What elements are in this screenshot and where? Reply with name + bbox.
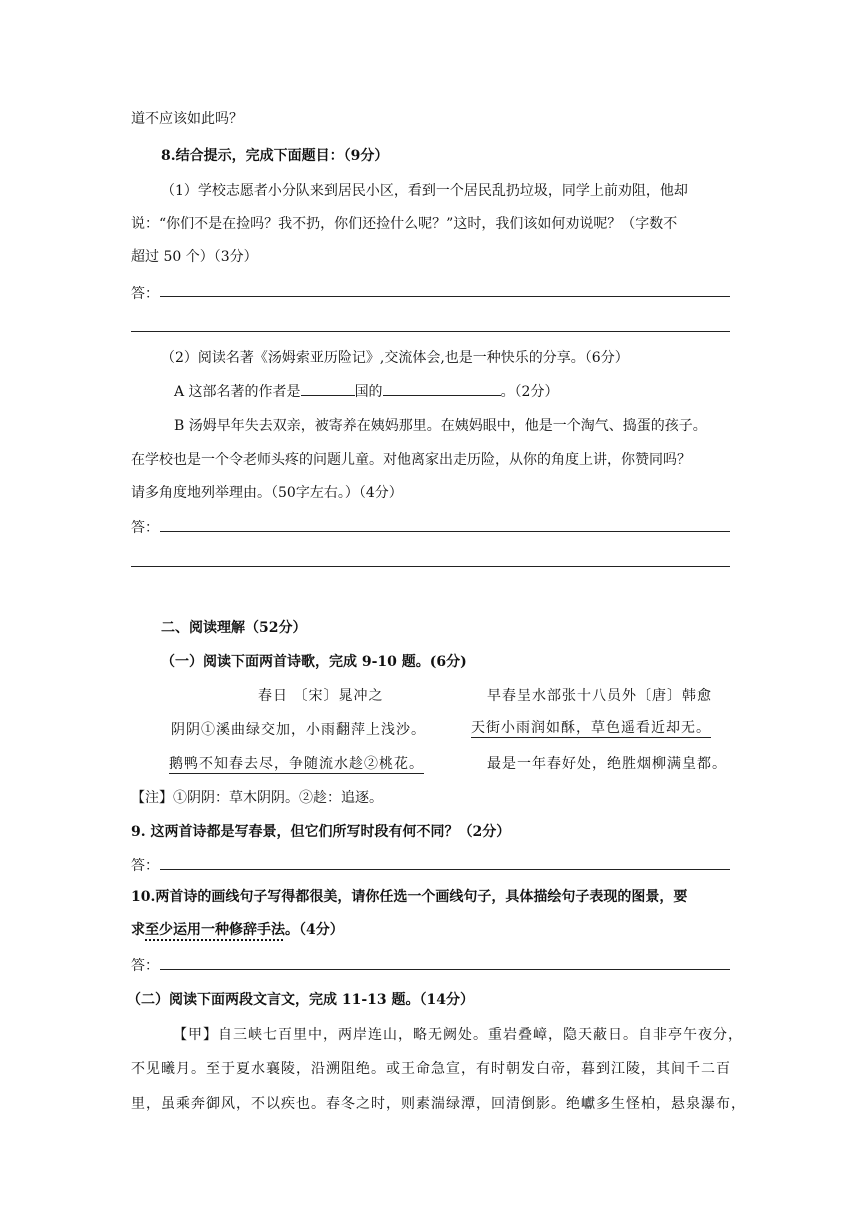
q8-p1-line1: （1）学校志愿者小分队来到居民小区，看到一个居民乱扔垃圾，同学上前劝阻，他却 [161, 183, 688, 199]
poem1-line2-underlined: 鹅鸭不知春去尽，争随流水趁②桃花。 [169, 756, 424, 772]
continuation-text: 道不应该如此吗？ [131, 111, 243, 127]
q8-b-line2: 在学校也是一个令老师头疼的问题儿童。对他离家出走历险，从你的角度上讲，你赞同吗？ [131, 452, 691, 468]
q10-emphasis: 至少运用一种修辞手法 [145, 922, 285, 938]
answer-line[interactable] [160, 531, 730, 532]
author-name-blank[interactable] [383, 381, 501, 396]
section2-sub1: （一）阅读下面两首诗歌，完成 9-10 题。(6分) [161, 654, 467, 670]
poem1-line1: 阴阴①溪曲绿交加，小雨翻萍上浅沙。 [171, 722, 426, 738]
wenyan-line3: 里，虽乘奔御风，不以疾也。春冬之时，则素湍绿潭，回清倒影。绝巘多生怪柏，悬泉瀑布， [131, 1096, 746, 1112]
q8-a-mid: 国的 [354, 384, 383, 400]
section2-sub2: （二）阅读下面两段文言文，完成 11-13 题。（14分） [127, 992, 475, 1008]
q10-line2 [131, 920, 344, 940]
q8-p1-line2: 说：“你们不是在捡吗？我不扔，你们还捡什么呢？”这时，我们该如何劝说呢？（字数不 [131, 216, 678, 232]
q8-a-prefix: A 这部名著的作者是 [174, 384, 301, 400]
q10-line2-end: 。（4分） [285, 922, 344, 938]
wenyan-line1: 【甲】自三峡七百里中，两岸连山，略无阙处。重岩叠嶂，隐天蔽日。自非亭午夜分， [173, 1027, 743, 1043]
poem2-line1 [471, 718, 711, 738]
q8-a-suffix: 。（2分） [500, 384, 559, 400]
poem1-title: 春日 〔宋〕晁冲之 [258, 688, 384, 704]
q10-line2-start: 求 [131, 922, 145, 938]
answer-line[interactable] [160, 969, 730, 970]
section2-heading: 二、阅读理解（52分） [161, 620, 307, 636]
q8-a-line [174, 381, 558, 402]
q8-p2-line1: （2）阅读名著《汤姆索亚历险记》,交流体会,也是一种快乐的分享。（6分） [161, 350, 629, 366]
q8-b-line1: B 汤姆早年失去双亲，被寄养在姨妈那里。在姨妈眼中，他是一个淘气、捣蛋的孩子。 [174, 418, 707, 434]
q8-b-line3: 请多角度地列举理由。（50字左右。）（4分） [131, 485, 403, 501]
answer-label: 答： [131, 858, 159, 874]
poem2-line2: 最是一年春好处，绝胜烟柳满皇都。 [487, 756, 727, 772]
answer-line[interactable] [160, 296, 730, 297]
poem2-line1-underlined: 天街小雨润如酥，草色遥看近却无。 [471, 720, 711, 736]
q9-text: 9. 这两首诗都是写春景，但它们所写时段有何不同？（2分） [131, 824, 511, 840]
q10-line1: 10.两首诗的画线句子写得都很美，请你任选一个画线句子，具体描绘句子表现的图景，要 [131, 889, 688, 905]
q8-p1-line3: 超过 50 个）（3分） [131, 249, 258, 265]
answer-line[interactable] [131, 566, 730, 567]
poem-note: 【注】①阴阴：草木阴阴。②趁：追逐。 [131, 790, 383, 806]
author-country-blank[interactable] [301, 381, 355, 396]
q8-title: 8.结合提示，完成下面题目：（9分） [161, 148, 389, 164]
answer-label: 答： [131, 520, 159, 536]
answer-label: 答： [131, 958, 159, 974]
poem1-line2 [169, 754, 424, 774]
answer-line[interactable] [160, 869, 730, 870]
poem2-title: 早春呈水部张十八员外〔唐〕韩愈 [487, 688, 712, 704]
answer-label: 答： [131, 286, 159, 302]
wenyan-line2: 不见曦月。至于夏水襄陵，沿溯阻绝。或王命急宣，有时朝发白帝，暮到江陵，其间千二百 [131, 1061, 731, 1077]
answer-line[interactable] [131, 331, 730, 332]
